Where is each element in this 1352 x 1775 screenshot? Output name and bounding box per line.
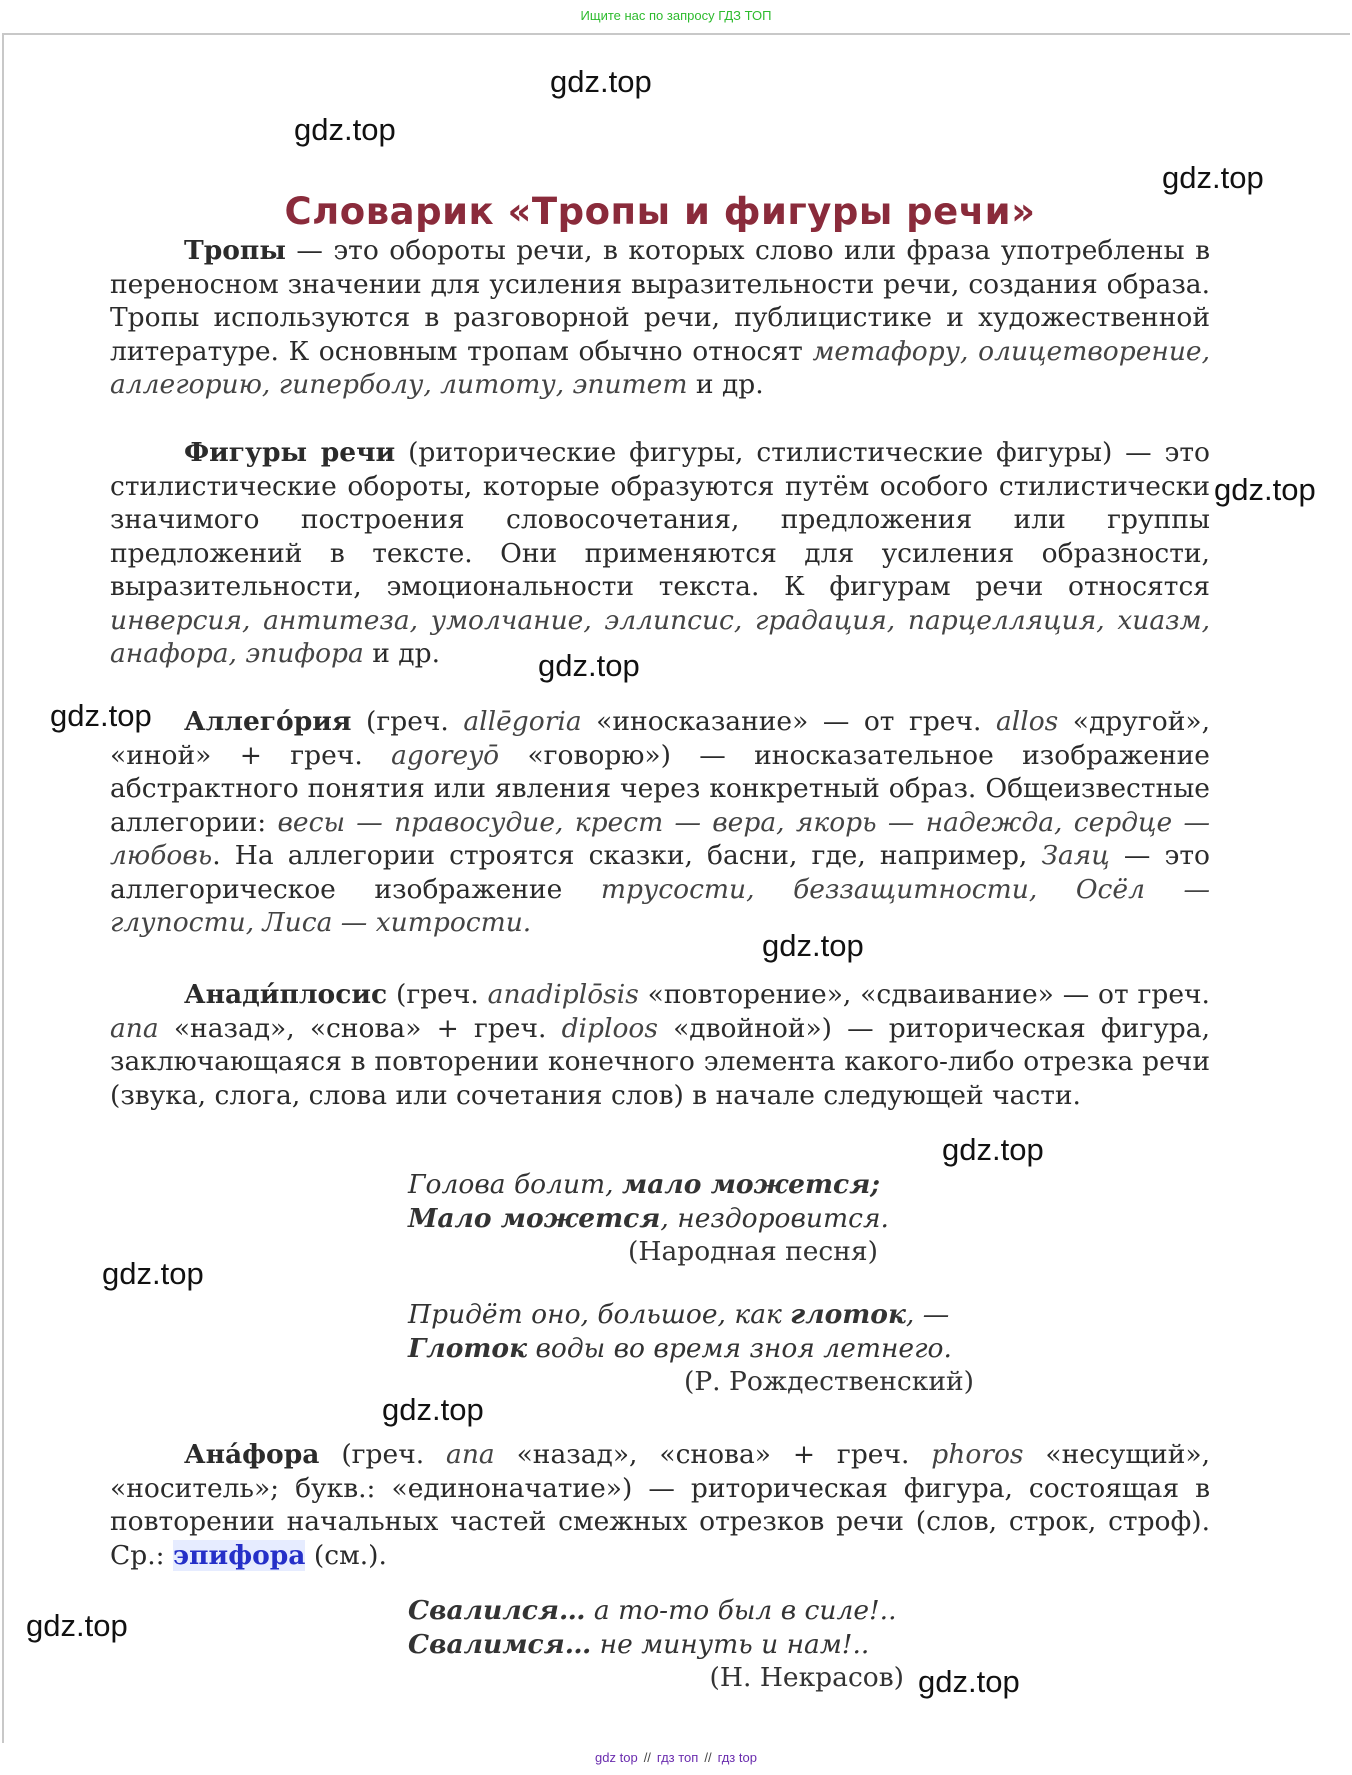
footer-link[interactable]: gdz top	[595, 1750, 638, 1765]
paragraph-anadiplosis: Анади́плосис (греч. anadiplōsis «повторение», «сдваивание» — от греч. ana «назад», «снова» + греч. diploos «двойной») — риторическая фигура, заключающаяся в повторении конечного элемента какого-либо отрезка речи (звука, слога, слова или сочетания слов) в начале следующей части.	[110, 979, 1210, 1111]
paragraph-anaphora: Ана́фора (греч. ana «назад», «снова» + греч. phoros «несущий», «носитель»; букв.: «единоначатие») — риторическая фигура, состоящая в повторении начальных частей смежных отрезков речи (слов, строк, строф). Ср.: эпифора (см.).	[110, 1439, 1210, 1571]
watermark: gdz.top	[942, 1132, 1044, 1167]
footer-link[interactable]: гдз top	[717, 1750, 757, 1765]
term-allegory: Аллего́рия	[184, 706, 352, 737]
watermark: gdz.top	[762, 928, 864, 963]
watermark: gdz.top	[1162, 160, 1264, 195]
poem-source: (Н. Некрасов)	[709, 1662, 904, 1693]
watermark: gdz.top	[1214, 472, 1316, 507]
paragraph-figures: Фигуры речи (риторические фигуры, стилистические фигуры) — это стилистические обороты, которые образуются путём особого стилистически значимого построения словосочетания, предложения или группы предложений в тексте. Они применяются для усиления образности, выразительности, эмоциональности текста. К фигурам речи относятся инверсия, антитеза, умолчание, эллипсис, градация, парцелляция, хиазм, анафора, эпифора и др.	[110, 437, 1210, 669]
term-figures: Фигуры речи	[184, 437, 396, 468]
term-anadiplosis: Анади́плосис	[184, 979, 388, 1010]
watermark: gdz.top	[26, 1608, 128, 1643]
paragraph-tropes: Тропы — это обороты речи, в которых слово или фраза употреблены в переносном значении для усиления выразительности речи, создания образа. Тропы используются в разговорной речи, публицистике и художественной литературе. К основным тропам обычно относят метафору, олицетворение, аллегорию, гиперболу, литоту, эпитет и др.	[110, 235, 1210, 400]
watermark: gdz.top	[918, 1664, 1020, 1699]
watermark: gdz.top	[538, 648, 640, 683]
watermark: gdz.top	[382, 1392, 484, 1427]
link-epiphora[interactable]: эпифора	[173, 1539, 306, 1571]
poem-source: (Народная песня)	[628, 1236, 878, 1267]
watermark: gdz.top	[50, 698, 152, 733]
watermark: gdz.top	[550, 64, 652, 99]
paragraph-allegory: Аллего́рия (греч. allēgoria «иносказание» — от греч. allos «другой», «иной» + греч. agoreyō «говорю») — иносказательное изображение абстрактного понятия или явления через конкретный образ. Общеизвестные аллегории: весы — правосудие, крест — вера, якорь — надежда, сердце — любовь. На аллегории строятся сказки, басни, где, например, Заяц — это аллегорическое изображение трусости, беззащитности, Осёл — глупости, Лиса — хитрости.	[110, 706, 1211, 938]
page-title: Словарик «Тропы и фигуры речи»	[284, 190, 1036, 233]
watermark: gdz.top	[102, 1256, 204, 1291]
poem-folk-song: Голова болит, мало можется; Мало можется, нездоровится. (Народная песня)	[408, 1169, 889, 1267]
footer-link[interactable]: гдз топ	[656, 1750, 699, 1765]
poem-source: (Р. Рождественский)	[683, 1366, 974, 1397]
top-banner: Ищите нас по запросу ГДЗ ТОП	[580, 8, 772, 23]
poem-rozhdestvensky: Придёт оно, большое, как глоток, — Глоток воды во время зноя летнего. (Р. Рождественский)	[408, 1299, 974, 1397]
watermark: gdz.top	[294, 112, 396, 147]
term-tropes: Тропы	[184, 235, 286, 266]
poem-nekrasov: Свалился… а то-то был в силе!.. Свалимся… не минуть и нам!.. (Н. Некрасов)	[408, 1595, 904, 1693]
footer-links: gdz top // гдз топ // гдз top	[595, 1750, 757, 1765]
term-anaphora: Ана́фора	[184, 1439, 320, 1470]
